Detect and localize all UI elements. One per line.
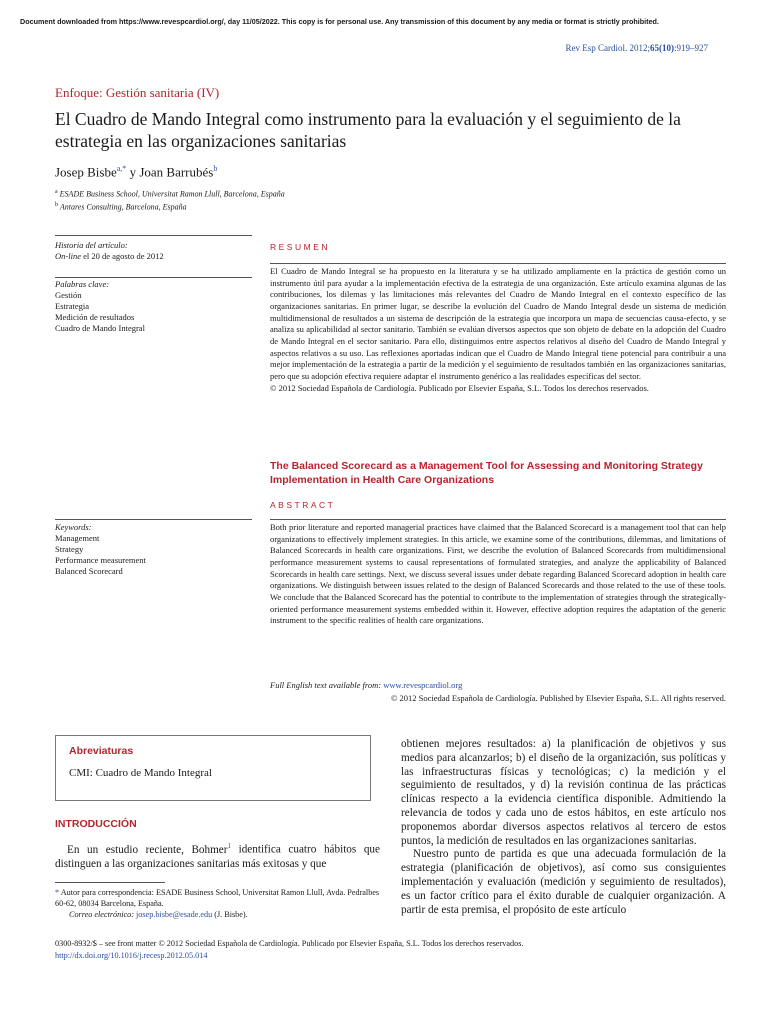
english-title: The Balanced Scorecard as a Management Tool for Assessing and Monitoring Strategy Implementation in Health Care Organizations [270,460,703,486]
affiliation-b-mark: b [55,201,58,208]
front-matter-footer [55,938,523,962]
abstract-text: Both prior literature and reported managerial practices have claimed that the Balanced Scorecard is a management tool that can help organizations to effectively implement strategies. In this article, we examine some of the contributions, dilemmas, and limitations of Balanced Scorecards in health care organizations. First, we describe the evolution of Balanced Scorecards from multidimensional performance measurement systems to causal representations of formulated strategies, and analyze the applicability of Balanced Scorecards in health care settings. Next, we discuss several issues under debate regarding Balanced Scorecard adoption in health care organizations. We distinguish between issues related to the design of Balanced Scorecards and those related to the use of these tools. We conclude that the Balanced Scorecard has the potential to contribute to the implementation of strategies through the strategically-oriented performance measurement systems embedded within it. However, effective adoption requires the adaptation of the generic instrument to the specific realities of health care organizations. [270,522,726,626]
article-history [55,240,164,262]
resumen-paragraph: El Cuadro de Mando Integral se ha propuesto en la literatura y se ha utilizado ampliamente en la práctica de gestión como un instrumento útil para ayudar a la implementación efectiva de la estrategia de una organización. Este artículo examina algunas de las contribuciones, los dilemas y las limitaciones más relevantes del Cuadro de Mando Integral en el contexto específico de las organizaciones sanitarias. En primer lugar, se describe la evolución del Cuadro de Mando Integral desde un sistema de medición multidimensional de resultados a un sistema de descripción de la estrategia que incorpora un mapa de secuencias causa-efecto, y se analiza su aplicabilidad al sector sanitario. También se evalúan diversos aspectos que son objeto de debate en la adopción del Cuadro de Mando Integral en el sector sanitario. Para ello, distinguimos entre aspectos relativos al diseño del Cuadro de Mando Integral y aspectos relativos a su uso. Las reflexiones aportadas indican que el Cuadro de Mando Integral tiene potencial para contribuir a una mejor implementación de la estrategia a partir de la medición y el seguimiento de resultados también en las organizaciones sanitarias, pero que su adopción efectiva requiere adaptar el instrumento genérico a las realidades específicas del sector. [270,266,726,381]
author-2-affiliation-mark[interactable]: b [213,164,218,173]
correspondence-footnote [55,887,385,920]
journal-issue: (10) [658,43,674,53]
divider-left-keywords-en [55,519,252,520]
journal-volume: 65 [649,43,659,53]
footnote-divider [55,882,165,883]
section-label: Enfoque: Gestión sanitaria (IV) [55,85,220,100]
history-online-label: On-line [55,251,81,261]
keyword-en-item: Management [55,533,100,543]
fulltext-label: Full English text available from: [270,680,382,690]
intro-left-text-2: identifica cuatro hábitos que distinguen a las organizaciones sanitarias más exitosas y que [55,843,380,870]
keywords-es [55,279,145,334]
resumen-header: RESUMEN [270,242,331,252]
resumen-text [270,266,726,394]
author-1: Josep Bisbe [55,164,117,180]
abbreviations-header: Abreviaturas [69,745,134,757]
keywords-en-header: Keywords: [55,522,92,532]
author-joiner: y [126,164,140,180]
divider-left-top [55,235,252,236]
keyword-en-item: Performance measurement [55,555,146,565]
download-notice: Document downloaded from https://www.revespcardiol.org/, day 11/05/2022. This copy is for personal use. Any transmission of this document by any media or format is strictly prohibited. [20,17,659,26]
keyword-es-item: Medición de resultados [55,312,135,322]
history-header: Historia del artículo: [55,240,128,250]
intro-left-column [55,840,380,871]
front-matter-line: 0300-8932/$ – see front matter © 2012 Sociedad Española de Cardiología. Publicado por Elsevier España, S.L. Todos los derechos reservados. [55,939,524,948]
divider-resumen [270,263,726,264]
keyword-es-item: Cuadro de Mando Integral [55,323,145,333]
author-1-affiliation-mark[interactable]: a,* [116,164,127,173]
fulltext-link[interactable]: www.revespcardiol.org [383,680,463,690]
journal-name: Rev Esp Cardiol. 2012; [565,43,650,53]
keyword-en-item: Strategy [55,544,84,554]
journal-pages: :919–927 [673,43,708,53]
abstract-header: ABSTRACT [270,500,336,510]
footnote-email-after: (J. Bisbe). [214,910,248,919]
keywords-en [55,522,146,577]
footnote-mark: * [55,888,60,897]
introduction-heading: INTRODUCCIÓN [55,818,137,830]
abstract-copyright: © 2012 Sociedad Española de Cardiología. Published by Elsevier España, S.L. All rights reserved. [390,693,726,703]
article-title: El Cuadro de Mando Integral como instrumento para la evaluación y el seguimiento de la estrategia en las organizaciones sanitarias [55,109,681,151]
divider-abstract [270,519,726,520]
footnote-text: Autor para correspondencia: ESADE Business School, Universitat Ramon Llull, Avda. Pedralbes 60-62, 08034 Barcelona, España. [55,888,380,908]
abbreviation-item: CMI: Cuadro de Mando Integral [69,767,212,779]
journal-reference[interactable] [565,43,708,53]
affiliation-b [55,200,285,213]
intro-left-text-1: En un estudio reciente, Bohmer [67,843,228,856]
intro-right-column [401,738,726,917]
resumen-copyright: © 2012 Sociedad Española de Cardiología. Publicado por Elsevier España, S.L. Todos los derechos reservados. [270,382,649,393]
keyword-en-item: Balanced Scorecard [55,566,123,576]
author-2: Joan Barrubés [139,164,214,180]
keyword-es-item: Estrategia [55,301,89,311]
keyword-es-item: Gestión [55,290,82,300]
doi-link[interactable]: http://dx.doi.org/10.1016/j.recesp.2012.05.014 [55,951,208,960]
affiliation-b-text: Antares Consulting, Barcelona, España [59,202,187,212]
divider-left-keywords [55,277,252,278]
affiliations [55,187,285,212]
footnote-email-label: Correo electrónico: [69,910,134,919]
affiliation-a-text: ESADE Business School, Universitat Ramon Llull, Barcelona, España [59,189,285,199]
keywords-es-header: Palabras clave: [55,279,110,289]
fulltext-note [270,680,462,690]
footnote-email-link[interactable]: josep.bisbe@esade.edu [136,910,213,919]
history-online-date: el 20 de agosto de 2012 [83,251,164,261]
history-online [55,251,164,262]
affiliation-a [55,187,285,200]
intro-right-paragraph-2: Nuestro punto de partida es que una adecuada formulación de la estrategia (planificación de objetivos), así como sus consiguientes implementación y evaluación (medición y seguimiento de resultados), es un factor crítico para el éxito durable de cualquier organización. A partir de esta premisa, el propósito de este artículo [401,848,726,916]
citation-1[interactable]: 1 [227,842,231,850]
intro-right-paragraph-1: obtienen mejores resultados: a) la planificación de objetivos y sus medios para alcanzarlos; b) el diseño de la organización, sus políticas y las infraestructuras físicas y tecnológicas; c) la medición y el seguimiento de resultados, y d) la revisión continua de las prácticas clínicas respecto a la evidencia científica disponible. Admitiendo la relevancia de todos y cada uno de estos hábitos, en este artículo nos proponemos abordar diversos aspectos relativos al tercero de estos puntos, la medición de resultados en las organizaciones sanitarias. [401,738,726,847]
abbreviations-box [55,735,371,801]
authors [55,164,217,180]
affiliation-a-mark: a [55,189,58,195]
